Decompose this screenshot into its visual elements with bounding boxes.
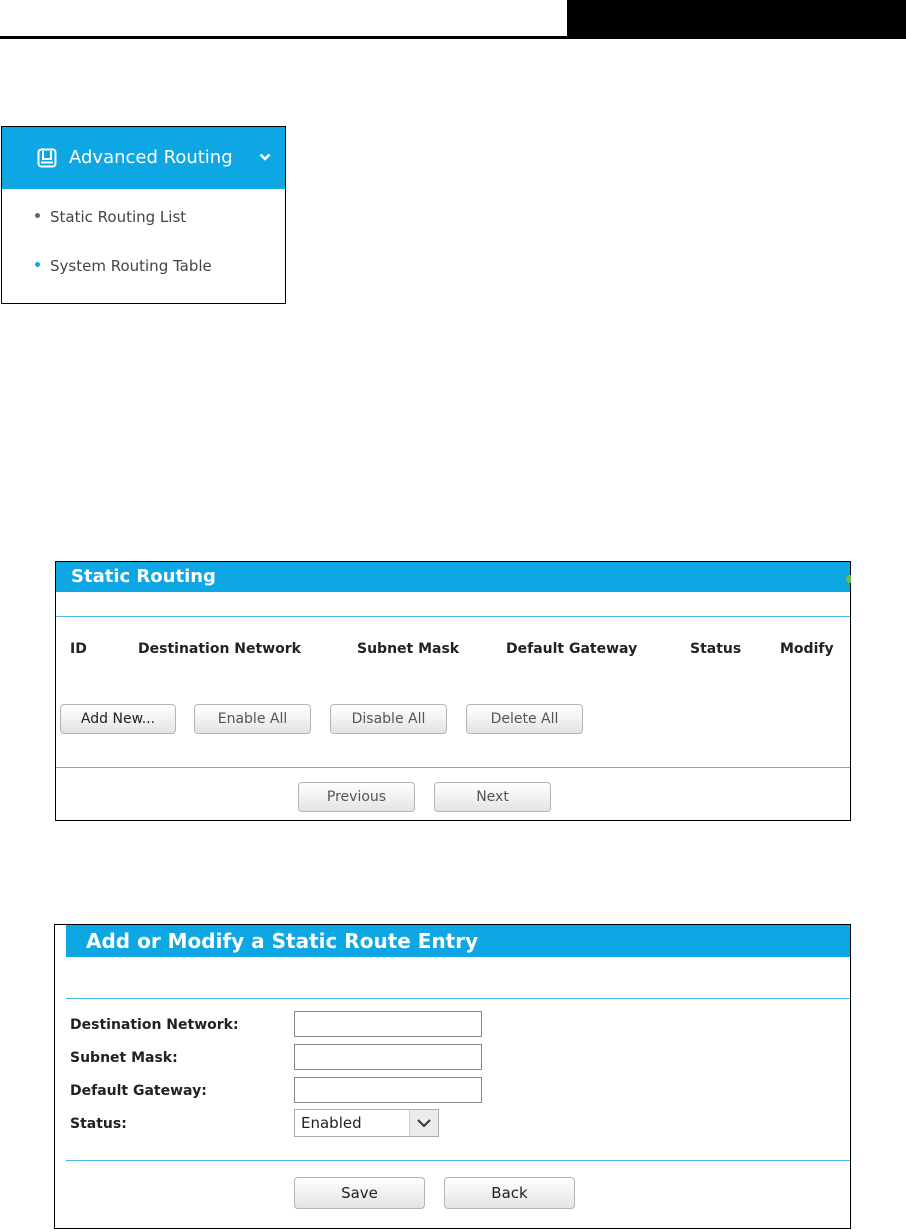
scroll-indicator-icon [846,575,851,583]
bullet-icon [35,213,40,218]
chevron-down-icon [409,1110,438,1136]
header-black-block [567,0,906,37]
panel-title: Static Routing [71,566,216,587]
disable-all-button[interactable]: Disable All [330,704,447,734]
menu-title: Advanced Routing [69,147,233,168]
divider [56,767,850,768]
default-gateway-label: Default Gateway: [70,1083,207,1099]
panel-title-bar [56,562,850,592]
status-select[interactable] [294,1109,439,1137]
router-icon [37,148,57,168]
divider [56,616,850,617]
subnet-mask-input[interactable] [294,1044,482,1070]
menu-item-static-routing-list[interactable] [35,207,186,227]
static-routing-panel [55,561,851,821]
destination-network-input[interactable] [294,1011,482,1037]
chevron-down-icon [259,152,271,162]
add-new-button[interactable]: Add New... [60,704,176,734]
enable-all-button[interactable]: Enable All [194,704,311,734]
column-status: Status [690,641,742,657]
divider [66,1160,850,1161]
save-button[interactable]: Save [294,1177,425,1209]
menu-item-system-routing-table[interactable] [35,256,212,276]
column-subnet-mask: Subnet Mask [357,641,460,657]
divider [66,998,850,999]
subnet-mask-label: Subnet Mask: [70,1050,178,1066]
column-modify: Modify [780,641,834,657]
status-label: Status: [70,1116,127,1132]
default-gateway-input[interactable] [294,1077,482,1103]
bullet-icon [35,262,40,267]
menu-item-label: Static Routing List [50,208,187,226]
header-rule [0,36,906,39]
status-select-value: Enabled [301,1114,362,1132]
menu-header[interactable] [2,127,285,189]
advanced-routing-menu [1,126,286,304]
column-destination-network: Destination Network [138,641,301,657]
column-default-gateway: Default Gateway [506,641,638,657]
back-button[interactable]: Back [444,1177,575,1209]
panel-title: Add or Modify a Static Route Entry [86,929,479,953]
delete-all-button[interactable]: Delete All [466,704,583,734]
column-id: ID [70,641,87,657]
destination-network-label: Destination Network: [70,1017,239,1033]
next-button[interactable]: Next [434,782,551,812]
previous-button[interactable]: Previous [298,782,415,812]
menu-item-label: System Routing Table [50,257,212,275]
panel-title-bar [66,925,850,957]
add-modify-route-panel [54,924,851,1229]
